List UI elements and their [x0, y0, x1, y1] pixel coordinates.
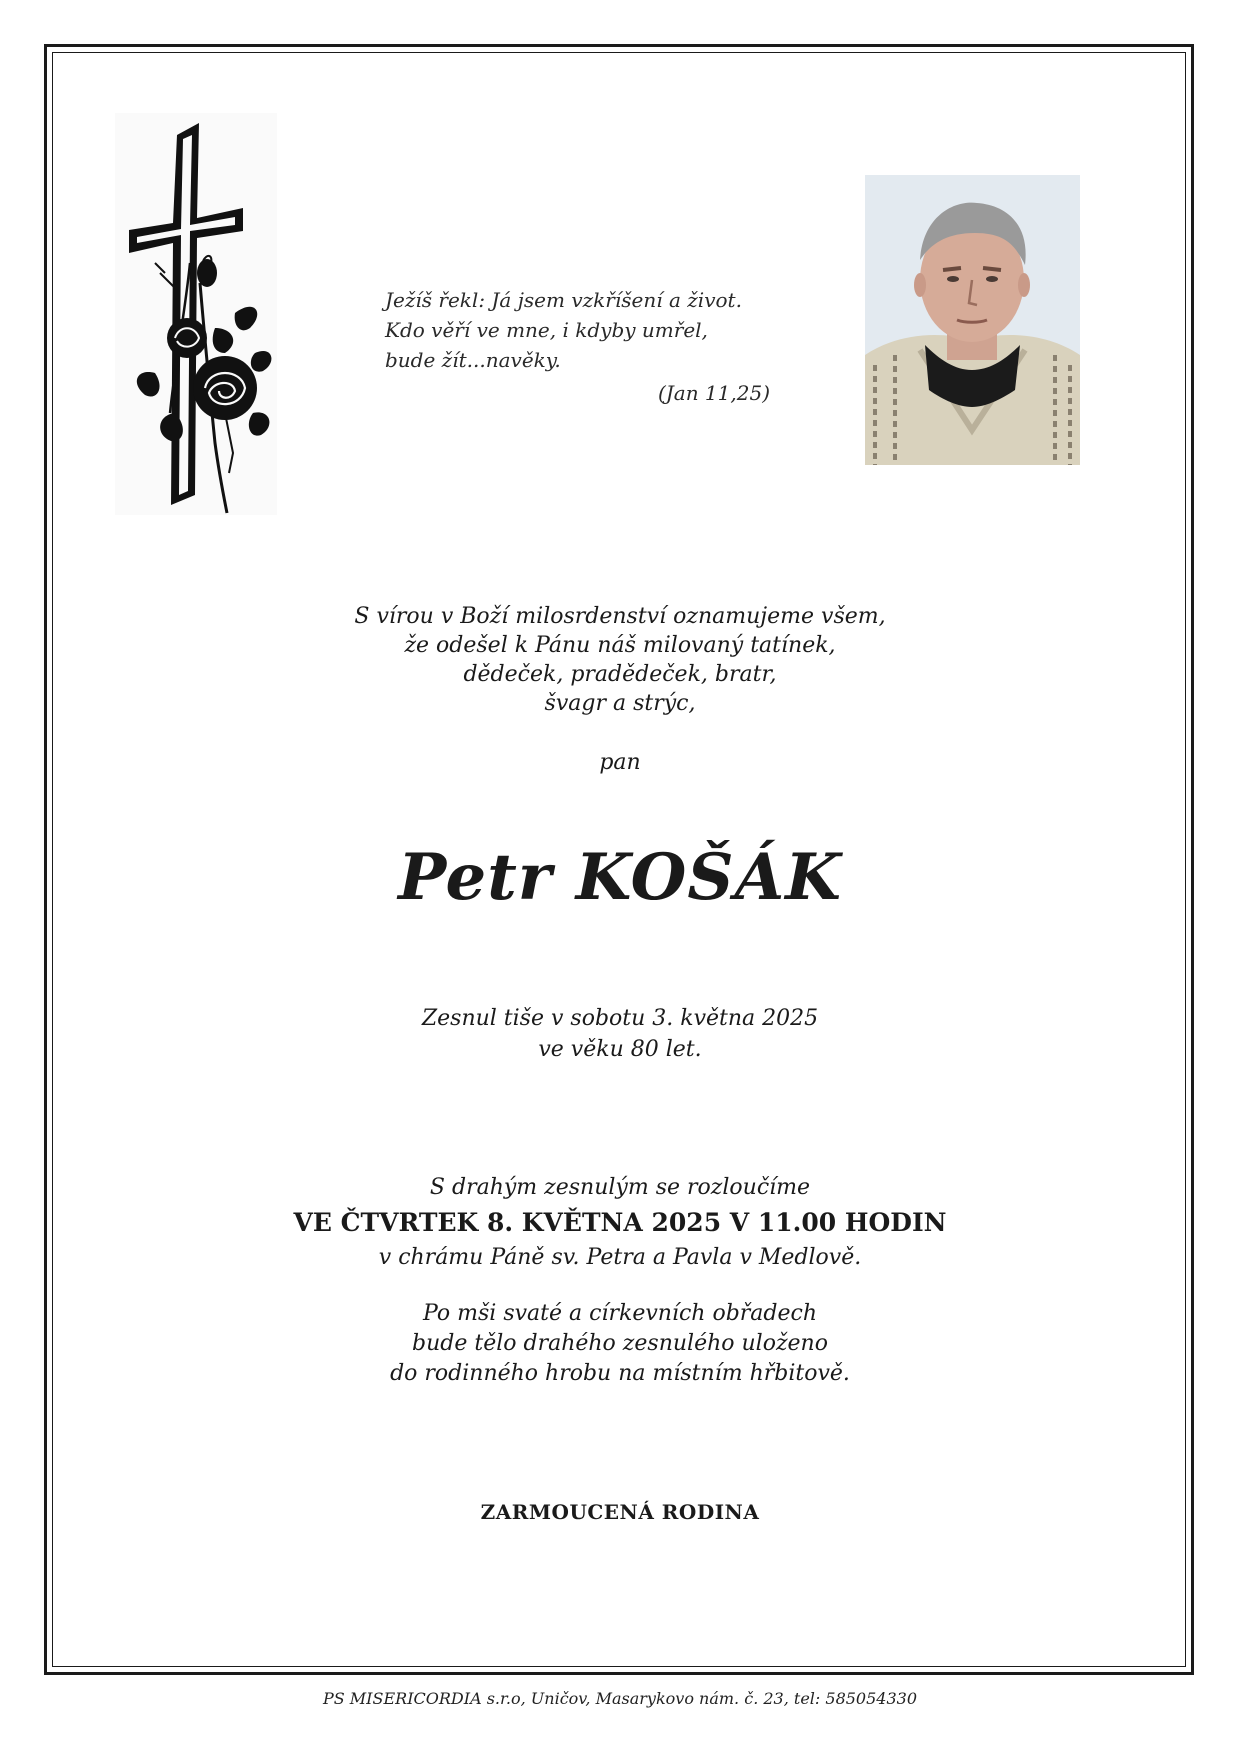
bible-quote	[385, 285, 805, 408]
announcement-line: že odešel k Pánu náš milovaný tatínek,	[404, 633, 836, 658]
burial-line: Po mši svaté a církevních obřadech	[422, 1301, 818, 1326]
family-signature: ZARMOUCENÁ RODINA	[480, 1500, 760, 1524]
farewell-text: S drahým zesnulým se rozloučíme	[429, 1175, 811, 1200]
burial-line: do rodinného hrobu na místním hřbitově.	[390, 1361, 850, 1386]
burial-text	[0, 1299, 1240, 1389]
portrait-photo	[865, 175, 1080, 465]
death-info	[0, 1003, 1240, 1065]
announcement-line: S vírou v Boží milosrdenství oznamujeme všem,	[354, 604, 886, 629]
funeral-datetime: VE ČTVRTEK 8. KVĚTNA 2025 V 11.00 HODIN	[293, 1208, 947, 1237]
funeral-service-footer: PS MISERICORDIA s.r.o, Uničov, Masarykovo nám. č. 23, tel: 585054330	[322, 1689, 917, 1708]
cross-with-roses-icon	[115, 113, 277, 515]
death-info-line: Zesnul tiše v sobotu 3. května 2025	[421, 1006, 819, 1031]
deceased-name: Petr KOŠÁK	[398, 840, 842, 915]
quote-reference: (Jan 11,25)	[657, 381, 770, 405]
quote-line: bude žít...navěky.	[385, 348, 561, 372]
quote-line: Kdo věří ve mne, i kdyby umřel,	[385, 318, 708, 342]
announcement-line: dědeček, pradědeček, bratr,	[463, 662, 777, 687]
honorific: pan	[599, 750, 641, 775]
funeral-venue: v chrámu Páně sv. Petra a Pavla v Medlově.	[378, 1245, 862, 1270]
announcement-line: švagr a strýc,	[544, 691, 696, 716]
death-info-line: ve věku 80 let.	[538, 1037, 702, 1062]
quote-line: Ježíš řekl: Já jsem vzkříšení a život.	[385, 288, 742, 312]
announcement-text	[0, 602, 1240, 718]
burial-line: bude tělo drahého zesnulého uloženo	[412, 1331, 828, 1356]
